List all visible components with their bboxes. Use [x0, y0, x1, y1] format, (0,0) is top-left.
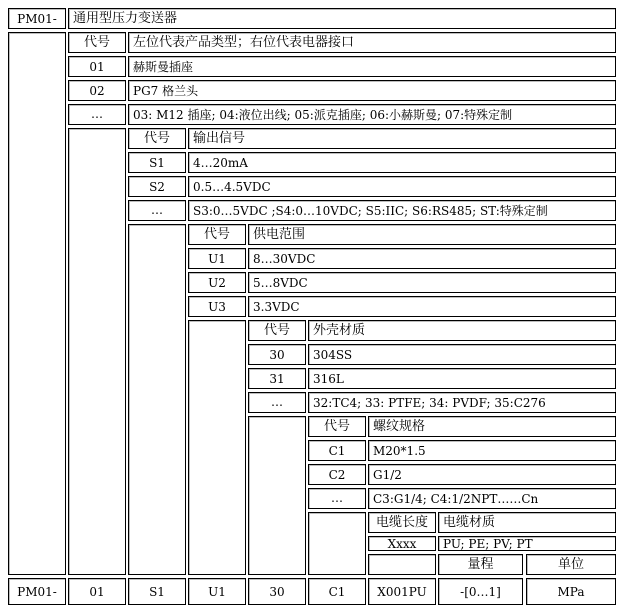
supply-option-code-cell: [188, 248, 246, 269]
thread-option-code-cell: [308, 464, 366, 485]
supply-option-code-cell: [188, 272, 246, 293]
supply-option-code: U1: [208, 252, 226, 266]
connector-option-label: 赫斯曼插座: [133, 60, 194, 74]
connector-option-code-cell: [68, 80, 126, 101]
connector-option-code: 01: [89, 60, 105, 74]
supply-option-label-cell: [248, 296, 616, 317]
supply-option-code: U2: [208, 276, 226, 290]
output-option-code: S2: [149, 180, 165, 194]
output-option-code: …: [151, 203, 163, 217]
cable-length-header-cell: [368, 512, 436, 533]
connector-option-code: 02: [89, 84, 105, 98]
supply-option-code-cell: [188, 296, 246, 317]
cable-length-code-cell: [368, 536, 436, 551]
output-option-label: 0.5…4.5VDC: [193, 180, 271, 194]
cable-spacer-column: [368, 554, 436, 575]
cable-length-code: Xxxx: [387, 537, 417, 551]
connector-option-code-cell: [68, 104, 126, 125]
connector-spacer-column: [68, 128, 126, 575]
thread-option-label: M20*1.5: [373, 444, 426, 458]
housing-option-label: 304SS: [313, 348, 353, 362]
example-cable-cell: [368, 578, 436, 605]
cable-material-header: 电缆材质: [443, 515, 496, 530]
housing-option-code: 31: [269, 372, 285, 386]
housing-option-label: 32:TC4; 33: PTFE; 34: PVDF; 35:C276: [313, 396, 546, 410]
thread-option-code: C2: [328, 468, 346, 482]
output-spacer-column: [128, 224, 186, 575]
output-option-code-cell: [128, 152, 186, 173]
unit-header: 单位: [557, 557, 584, 572]
housing-desc-header-cell: [308, 320, 616, 341]
example-cable: X001PU: [377, 585, 427, 599]
thread-option-label-cell: [368, 464, 616, 485]
supply-option-code: U3: [208, 300, 226, 314]
range-header: 量程: [467, 557, 494, 572]
connector-code-header: 代号: [83, 35, 110, 50]
housing-option-code-cell: [248, 368, 306, 389]
housing-option-label: 316L: [313, 372, 344, 386]
model-prefix-cell: [8, 8, 66, 29]
example-housing: 30: [269, 585, 285, 599]
cable-material-header-cell: [438, 512, 616, 533]
output-code-header-cell: [128, 128, 186, 149]
thread-option-code-cell: [308, 488, 366, 509]
output-option-label: S3:0…5VDC ;S4:0…10VDC; S5:IIC; S6:RS485; ST:特殊定制: [193, 204, 548, 218]
thread-option-code: C1: [328, 444, 346, 458]
housing-desc-header: 外壳材质: [313, 323, 366, 338]
connector-code-header-cell: [68, 32, 126, 53]
example-thread: C1: [328, 585, 346, 599]
connector-option-code-cell: [68, 56, 126, 77]
thread-code-header-cell: [308, 416, 366, 437]
output-option-code-cell: [128, 200, 186, 221]
example-connector: 01: [89, 585, 105, 599]
example-supply-cell: [188, 578, 246, 605]
output-option-label-cell: [188, 152, 616, 173]
model-spacer-column: [8, 32, 66, 575]
example-housing-cell: [248, 578, 306, 605]
supply-code-header: 代号: [203, 227, 230, 242]
output-option-label-cell: [188, 176, 616, 197]
supply-desc-header-cell: [248, 224, 616, 245]
example-model-cell: [8, 578, 66, 605]
output-desc-header-cell: [188, 128, 616, 149]
connector-option-label-cell: [128, 104, 616, 125]
example-unit-cell: [526, 578, 616, 605]
connector-option-label-cell: [128, 80, 616, 101]
example-range: -[0…1]: [460, 585, 501, 599]
cable-material-options: PU; PE; PV; PT: [443, 537, 533, 551]
thread-option-label-cell: [368, 440, 616, 461]
example-connector-cell: [68, 578, 126, 605]
output-option-code: S1: [149, 156, 165, 170]
supply-spacer-column: [188, 320, 246, 575]
housing-code-header: 代号: [263, 323, 290, 338]
supply-option-label-cell: [248, 248, 616, 269]
housing-option-code-cell: [248, 344, 306, 365]
supply-option-label: 8…30VDC: [253, 252, 316, 266]
housing-option-label-cell: [308, 344, 616, 365]
supply-option-label-cell: [248, 272, 616, 293]
housing-option-code-cell: [248, 392, 306, 413]
example-thread-cell: [308, 578, 366, 605]
thread-option-code: …: [331, 491, 343, 505]
supply-option-label: 3.3VDC: [253, 300, 300, 314]
title-cell: [68, 8, 616, 29]
example-model: PM01-: [17, 585, 57, 599]
thread-option-label: G1/2: [373, 468, 402, 482]
thread-desc-header: 螺纹规格: [373, 419, 426, 434]
connector-option-label: PG7 格兰头: [133, 84, 199, 98]
supply-option-label: 5…8VDC: [253, 276, 308, 290]
unit-header-cell: [526, 554, 616, 575]
thread-desc-header-cell: [368, 416, 616, 437]
cable-length-header: 电缆长度: [375, 515, 428, 530]
range-header-cell: [438, 554, 523, 575]
output-desc-header: 输出信号: [193, 131, 246, 146]
example-output: S1: [149, 585, 165, 599]
supply-code-header-cell: [188, 224, 246, 245]
connector-desc-header: 左位代表产品类型；右位代表电器接口: [133, 35, 355, 50]
housing-option-code: 30: [269, 348, 285, 362]
example-supply: U1: [208, 585, 226, 599]
thread-spacer-column: [308, 512, 366, 575]
output-option-label: 4…20mA: [193, 156, 248, 170]
connector-option-label-cell: [128, 56, 616, 77]
example-unit: MPa: [557, 585, 585, 599]
output-option-code-cell: [128, 176, 186, 197]
housing-spacer-column: [248, 416, 306, 575]
output-option-label-cell: [188, 200, 616, 221]
example-output-cell: [128, 578, 186, 605]
thread-option-code-cell: [308, 440, 366, 461]
output-code-header: 代号: [143, 131, 170, 146]
model-prefix: PM01-: [17, 12, 57, 26]
thread-code-header: 代号: [323, 419, 350, 434]
thread-option-label: C3:G1/4; C4:1/2NPT……Cn: [373, 492, 539, 506]
housing-code-header-cell: [248, 320, 306, 341]
housing-option-code: …: [271, 395, 283, 409]
example-range-cell: [438, 578, 523, 605]
connector-option-code: …: [91, 107, 103, 121]
housing-option-label-cell: [308, 392, 616, 413]
product-title: 通用型压力变送器: [73, 11, 178, 26]
supply-desc-header: 供电范围: [253, 227, 306, 242]
connector-desc-header-cell: [128, 32, 616, 53]
thread-option-label-cell: [368, 488, 616, 509]
connector-option-label: 03: M12 插座; 04:液位出线; 05:派克插座; 06:小赫斯曼; 07:特殊定制: [133, 108, 513, 122]
housing-option-label-cell: [308, 368, 616, 389]
cable-material-options-cell: [438, 536, 616, 551]
